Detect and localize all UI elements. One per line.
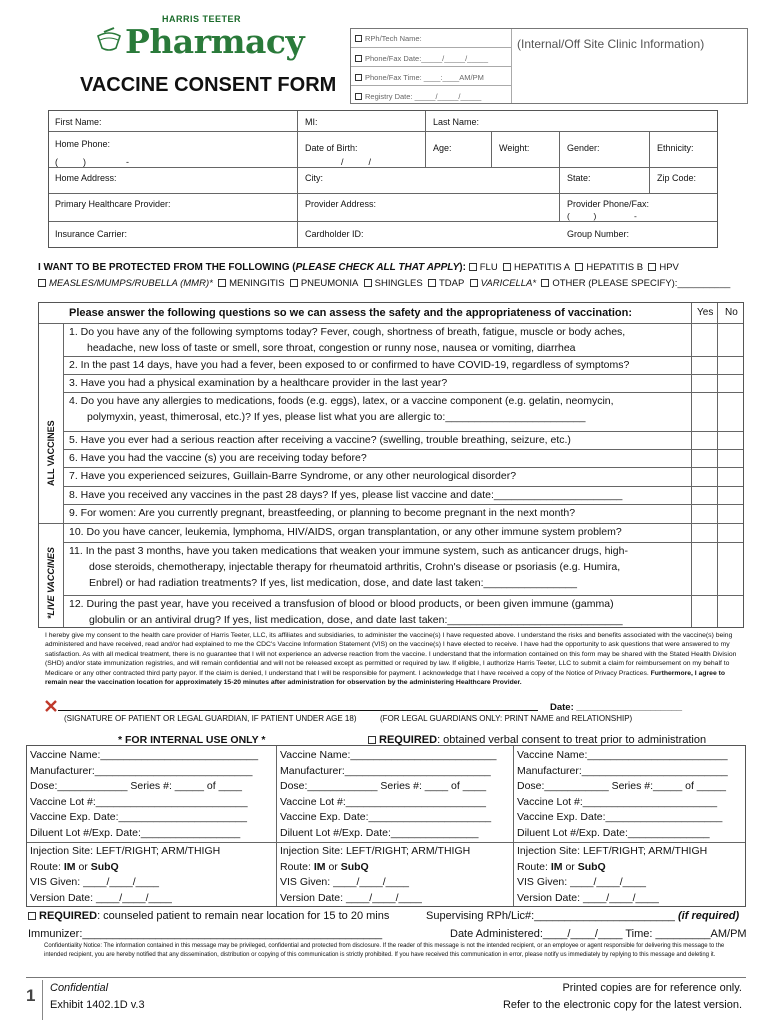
guardian-caption: (FOR LEGAL GUARDIANS ONLY: PRINT NAME and RELATIONSHIP) xyxy=(380,714,633,723)
checkbox-hepatitis-a[interactable]: HEPATITIS A xyxy=(503,262,570,273)
home-phone-field[interactable]: Home Phone: xyxy=(55,139,111,149)
vaccine-column-2: Vaccine Name:_________________________ Manufacturer:_________________________ Dose:____________ Series #: ____ of ____ Vaccine Lot #:________________________ Vaccine Exp. Date:_____________________ Diluent Lot #/Exp. Date:_______________ Injection Site: LEFT/RIGHT; ARM/THIGH Route: IM or SubQ VIS Given: ____/____/____ Version Date: ____/____/____ xyxy=(280,749,497,904)
logo-brand-big: Pharmacy xyxy=(125,22,305,61)
signature-date-field[interactable]: Date: ____________________ xyxy=(550,702,683,713)
checkbox-varicella[interactable]: VARICELLA* xyxy=(470,278,536,289)
home-phone-format: ( ) - xyxy=(55,157,130,167)
all-vaccines-label: ALL VACCINES xyxy=(46,420,56,486)
question-2: 2. In the past 14 days, have you had a fever, been exposed to or confirmed to have COVID-19, regardless of symptoms? xyxy=(69,359,630,371)
question-6: 6. Have you had the vaccine (s) you are receiving today before? xyxy=(69,452,367,464)
signature-caption: (SIGNATURE OF PATIENT OR LEGAL GUARDIAN, IF PATIENT UNDER AGE 18) xyxy=(64,714,357,723)
cardholder-id-field[interactable]: Cardholder ID: xyxy=(305,229,364,239)
patient-info-grid xyxy=(48,110,718,248)
question-3: 3. Have you had a physical examination by a healthcare provider in the last year? xyxy=(69,377,448,389)
consent-statement: I hereby give my consent to the health care provider of Harris Teeter, LLC, its affiliates and subsidiaries, to administer the vaccine(s) I have requested above. I understand the risks and benefits associated with the vaccine(s) being administered and have received, read and/or had explained to me the CDC's Vaccine Information Statement (VIS) on the vaccine(s) I have elected to receive. I have had the opportunity to ask questions that were answered to my satisfaction. As with all medical treatment, there is no guarantee that I will not experience an adverse reaction from the vaccine. I understand that the information contained on this form may be shared with the Stated Health Division (SHD) and/or state immunization registries, and will remain confidential and will not be released except as permitted or required by law. If eligible, I authorize Harris Teeter, LLC to submit a claim for reimbursement on my behalf to Medicare or any other contracted third party payor. If the claim is denied, I understand that I will be responsible for payment. I acknowledge that I have received a copy of the Notice of Privacy Practices. Furthermore, I agree to remain near the vaccination location for approximately 15-20 minutes after administration for observation by the administering Healthcare Provider. xyxy=(45,632,737,687)
question-5: 5. Have you ever had a serious reaction after receiving a vaccine? (swelling, trouble breathing, seizure, etc.) xyxy=(69,434,571,446)
question-1: 1. Do you have any of the following symptoms today? Fever, cough, shortness of breath, fatigue, muscle or body aches, headache, new loss of taste or smell, sore throat, congestion or runny nose, nausea or vomiting, diarrhea xyxy=(69,326,626,354)
no-column-header: No xyxy=(725,307,738,318)
provider-address-field[interactable]: Provider Address: xyxy=(305,199,377,209)
verbal-consent-checkbox[interactable]: REQUIRED: obtained verbal consent to treat prior to administration xyxy=(368,734,706,746)
checkbox-meningitis[interactable]: MENINGITIS xyxy=(218,278,284,289)
form-title: VACCINE CONSENT FORM xyxy=(80,74,337,96)
footer-exhibit: Exhibit 1402.1D v.3 xyxy=(50,999,145,1011)
gender-field[interactable]: Gender: xyxy=(567,143,600,153)
questions-header: Please answer the following questions so we can assess the safety and the appropriateness of vaccination: xyxy=(69,307,633,319)
internal-use-heading: * FOR INTERNAL USE ONLY * xyxy=(118,734,266,746)
home-address-field[interactable]: Home Address: xyxy=(55,173,117,183)
internal-info-box xyxy=(350,28,748,104)
footer-separator xyxy=(42,980,43,1020)
question-4: 4. Do you have any allergies to medications, foods (e.g. eggs), latex, or a vaccine component (e.g. gelatin, neomycin, polymyxin, yeast, thimerosal, etc.)? If yes, please list what you are allergic to:________________________ xyxy=(69,395,614,423)
vaccine-selection-row xyxy=(38,278,730,289)
question-12: 12. During the past year, have you received a transfusion of blood or blood products, or been given immune (gamma) globulin or an antiviral drug? If yes, list medication, dose, and date last taken:______________________________ xyxy=(69,598,623,626)
footer-printed-note: Printed copies are for reference only. xyxy=(562,982,742,994)
logo-brand-small: HARRIS TEETER xyxy=(162,14,242,24)
registry-date-field[interactable]: Registry Date: _____/_____/_____ xyxy=(355,92,481,101)
question-7: 7. Have you experienced seizures, Guillain-Barre Syndrome, or any other neurological disorder? xyxy=(69,470,517,482)
group-number-field[interactable]: Group Number: xyxy=(567,229,630,239)
vaccine-selection-heading: I WANT TO BE PROTECTED FROM THE FOLLOWING (PLEASE CHECK ALL THAT APPLY): FLU HEPATITIS A HEPATITIS B HPV xyxy=(38,262,679,273)
mi-field[interactable]: MI: xyxy=(305,117,318,127)
phone-fax-time-field[interactable]: Phone/Fax Time: ____:____AM/PM xyxy=(355,73,484,82)
checkbox-pneumonia[interactable]: PNEUMONIA xyxy=(290,278,359,289)
city-field[interactable]: City: xyxy=(305,173,323,183)
checkbox-tdap[interactable]: TDAP xyxy=(428,278,464,289)
checkbox-flu[interactable]: FLU xyxy=(469,262,498,273)
question-11: 11. In the past 3 months, have you taken medications that weaken your immune system, such as anticancer drugs, high- dose steroids, chemotherapy, injectable therapy for rheumatoid arthritis, Crohn's disease or psoriasis (e.g. Humira, Enbrel) or had radiation treatments? If yes, list medication, dose, and date last taken:________________ xyxy=(69,545,628,589)
confidentiality-notice: Confidentiality Notice: The information contained in this message may be privileged, confidential and protected from disclosure. If the reader of this message is not the intended recipient, or an employee or agent responsible for delivering this message to the intended recipient, you are hereby notified that any dissemination, distribution or copying of this communication is strictly prohibited. If you have received this communication in error, please notify us immediately by replying to this message and deleting it. xyxy=(44,943,725,958)
counseled-checkbox[interactable]: REQUIRED: counseled patient to remain near location for 15 to 20 mins xyxy=(28,910,389,922)
provider-phone-format: ( ) - xyxy=(567,211,637,221)
yes-column-header: Yes xyxy=(697,307,714,318)
ethnicity-field[interactable]: Ethnicity: xyxy=(657,143,694,153)
checkbox-hepatitis-b[interactable]: HEPATITIS B xyxy=(575,262,643,273)
checkbox-shingles[interactable]: SHINGLES xyxy=(364,278,423,289)
live-vaccines-label: *LIVE VACCINES xyxy=(46,547,56,619)
mortar-pestle-icon xyxy=(94,26,124,54)
immunizer-field[interactable]: Immunizer:_________________________________________________ xyxy=(28,928,383,940)
date-administered-field[interactable]: Date Administered:____/____/____ Time: _________AM/PM xyxy=(450,928,747,940)
question-10: 10. Do you have cancer, leukemia, lymphoma, HIV/AIDS, organ transplantation, or any other immune system problem? xyxy=(69,526,622,538)
footer-confidential: Confidential xyxy=(50,982,109,994)
dob-field[interactable]: Date of Birth: xyxy=(305,143,358,153)
zip-code-field[interactable]: Zip Code: xyxy=(657,173,697,183)
screening-questions-table xyxy=(38,302,744,628)
footer-refer-note: Refer to the electronic copy for the latest version. xyxy=(502,999,742,1011)
state-field[interactable]: State: xyxy=(567,173,591,183)
vaccine-column-1: Vaccine Name:___________________________ Manufacturer:___________________________ Dose:____________ Series #: _____ of ____ Vaccine Lot #:__________________________ Vaccine Exp. Date:______________________ Diluent Lot #/Exp. Date:_________________ Injection Site: LEFT/RIGHT; ARM/THIGH Route: IM or SubQ VIS Given: ____/____/____ Version Date: ____/____/____ xyxy=(30,749,259,904)
question-8: 8. Have you received any vaccines in the past 28 days? If yes, please list vaccine and date:______________________ xyxy=(69,489,623,501)
rph-tech-name-field[interactable]: RPh/Tech Name: xyxy=(355,34,422,43)
first-name-field[interactable]: First Name: xyxy=(55,117,102,127)
insurance-field[interactable]: Insurance Carrier: xyxy=(55,229,128,239)
signature-line[interactable] xyxy=(58,710,538,711)
pcp-field[interactable]: Primary Healthcare Provider: xyxy=(55,199,171,209)
logo xyxy=(94,26,124,54)
dob-format: / / xyxy=(341,157,372,167)
provider-phone-field[interactable]: Provider Phone/Fax: xyxy=(567,199,650,209)
vaccine-admin-table xyxy=(26,745,746,907)
age-field[interactable]: Age: xyxy=(433,143,452,153)
question-9: 9. For women: Are you currently pregnant, breastfeeding, or planning to become pregnant in the next month? xyxy=(69,507,576,519)
vaccine-column-3: Vaccine Name:________________________ Manufacturer:_________________________ Dose:___________ Series #:_____ of _____ Vaccine Lot #:_______________________ Vaccine Exp. Date:____________________ Diluent Lot #/Exp. Date:______________ Injection Site: LEFT/RIGHT; ARM/THIGH Route: IM or SubQ VIS Given: ____/____/____ Version Date: ____/____/____ xyxy=(517,749,728,904)
checkbox-hpv[interactable]: HPV xyxy=(648,262,679,273)
phone-fax-date-field[interactable]: Phone/Fax Date:_____/_____/_____ xyxy=(355,54,488,63)
supervising-rph-field[interactable]: Supervising RPh/Lic#:_______________________ (if required) xyxy=(426,910,740,922)
footer-divider xyxy=(26,977,746,978)
checkbox-mmr[interactable]: MEASLES/MUMPS/RUBELLA (MMR)* xyxy=(38,278,213,289)
checkbox-other[interactable]: OTHER (PLEASE SPECIFY):__________ xyxy=(541,278,730,289)
page-number: 1 xyxy=(26,986,36,1005)
last-name-field[interactable]: Last Name: xyxy=(433,117,480,127)
signature-x-icon xyxy=(44,699,58,718)
weight-field[interactable]: Weight: xyxy=(499,143,530,153)
internal-info-label: (Internal/Off Site Clinic Information) xyxy=(517,37,705,51)
